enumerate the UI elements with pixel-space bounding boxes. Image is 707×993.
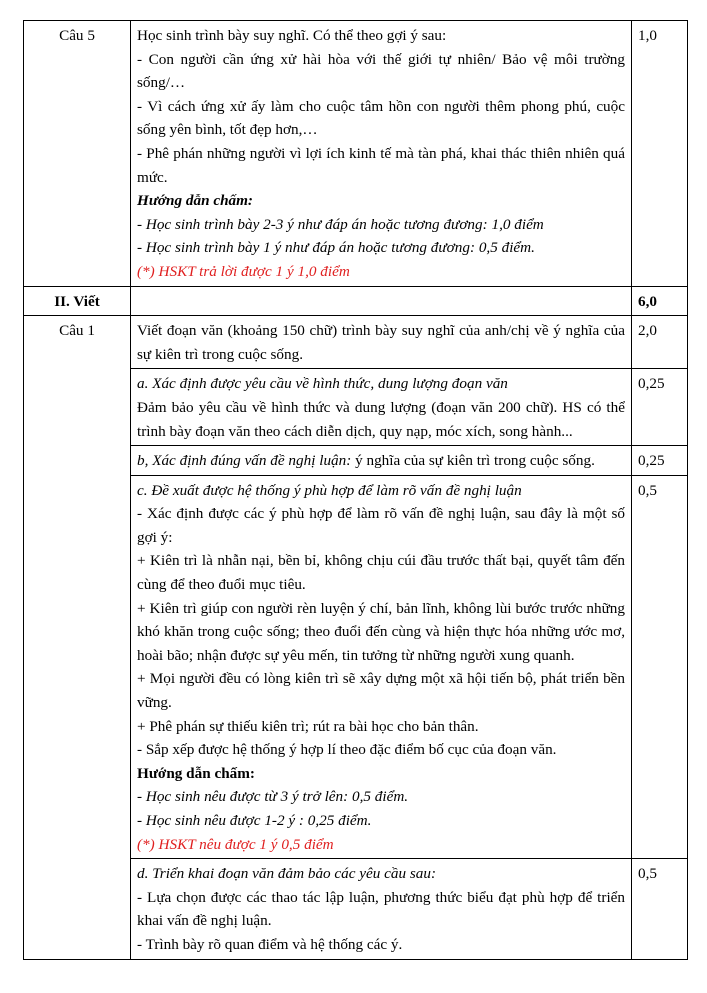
cau1-b-content [131,446,632,476]
cau5-line: Học sinh trình bày suy nghĩ. Có thể theo gợi ý sau: [137,27,447,44]
viet-score: 6,0 [632,286,688,316]
cau1-d-score: 0,5 [632,859,688,959]
cau1-c-guide-line: - Học sinh nêu được 1-2 ý : 0,25 điểm. [137,812,372,829]
cau1-a-text: Đảm bảo yêu cầu về hình thức và dung lượng (đoạn văn 200 chữ). HS có thể trình bày đoạn văn theo cách diễn dịch, quy nạp, móc xích, song hành... [137,398,625,440]
row-viet [24,286,688,316]
cau1-d-content [131,859,632,959]
cau1-intro-score: 2,0 [632,316,688,369]
cau1-c-content [131,475,632,859]
cau1-label: Câu 1 [24,316,131,959]
cau1-c-line: + Kiên trì giúp con người rèn luyện ý chí, bản lĩnh, không lùi bước trước những khó khăn trong cuộc sống; theo đuổi đến cùng và hiện thực hóa những ước mơ, hoài bão; nhận được sự yêu mến, tin tưởng từ những người xung quanh. [137,599,625,664]
viet-label: II. Viết [24,286,131,316]
cau5-hskt-note: (*) HSKT trả lời được 1 ý 1,0 điểm [137,262,350,280]
cau5-line: - Phê phán những người vì lợi ích kinh tế mà tàn phá, khai thác thiên nhiên quá mức. [137,144,625,186]
cau1-c-guide-line: - Học sinh nêu được từ 3 ý trở lên: 0,5 điểm. [137,788,409,806]
cau5-content [131,21,632,287]
cau5-score: 1,0 [632,21,688,287]
cau1-c-line: - Sắp xếp được hệ thống ý hợp lí theo đặc điểm bố cục của đoạn văn. [137,741,557,759]
cau1-c-guide-title: Hướng dẫn chấm: [137,764,255,782]
cau5-line: - Con người cần ứng xử hài hòa với thế giới tự nhiên/ Bảo vệ môi trường sống/… [137,50,625,92]
cau5-line: - Vì cách ứng xử ấy làm cho cuộc tâm hồn con người thêm phong phú, cuộc sống yên bình, tốt đẹp hơn,… [137,97,625,139]
cau5-label: Câu 5 [24,21,131,287]
cau1-b-title: b, Xác định đúng vấn đề nghị luận: [137,452,352,470]
cau1-d-line: - Lựa chọn được các thao tác lập luận, phương thức biểu đạt phù hợp để triển khai vấn đề nghị luận. [137,888,625,930]
cau5-guide-line: - Học sinh trình bày 2-3 ý như đáp án hoặc tương đương: 1,0 điểm [137,215,544,233]
cau1-intro: Viết đoạn văn (khoảng 150 chữ) trình bày suy nghĩ của anh/chị về ý nghĩa của sự kiên trì trong cuộc sống. [131,316,632,369]
cau1-b-text: ý nghĩa của sự kiên trì trong cuộc sống. [351,452,595,470]
cau1-d-line: - Trình bày rõ quan điểm và hệ thống các ý. [137,935,403,953]
cau1-c-line: + Phê phán sự thiếu kiên trì; rút ra bài học cho bản thân. [137,717,479,735]
cau1-c-title: c. Đề xuất được hệ thống ý phù hợp để làm rõ vấn đề nghị luận [137,481,522,499]
cau1-c-line: + Mọi người đều có lòng kiên trì sẽ xây dựng một xã hội tiến bộ, phát triển bền vững. [137,670,625,712]
cau1-c-line: - Xác định được các ý phù hợp để làm rõ vấn đề nghị luận, sau đây là một số gợi ý: [137,505,625,546]
cau1-d-title: d. Triển khai đoạn văn đảm bảo các yêu cầu sau: [137,865,437,883]
grading-table [23,20,688,960]
cau5-guide-line: - Học sinh trình bày 1 ý như đáp án hoặc tương đương: 0,5 điểm. [137,239,535,257]
cau5-guide-title: Hướng dẫn chấm: [137,192,253,210]
cau1-a-score: 0,25 [632,369,688,446]
cau1-c-line: + Kiên trì là nhẫn nại, bền bỉ, không chịu cúi đầu trước thất bại, quyết tâm đến cùng để theo đuổi mục tiêu. [137,552,625,594]
cau1-a-title: a. Xác định được yêu cầu về hình thức, dung lượng đoạn văn [137,375,508,393]
cau1-b-score: 0,25 [632,446,688,476]
row-cau5 [24,21,688,287]
row-cau1-intro [24,316,688,369]
viet-empty-cell [131,286,632,316]
cau1-c-score: 0,5 [632,475,688,859]
cau1-c-hskt-note: (*) HSKT nêu được 1 ý 0,5 điểm [137,835,334,853]
cau1-a-content [131,369,632,446]
